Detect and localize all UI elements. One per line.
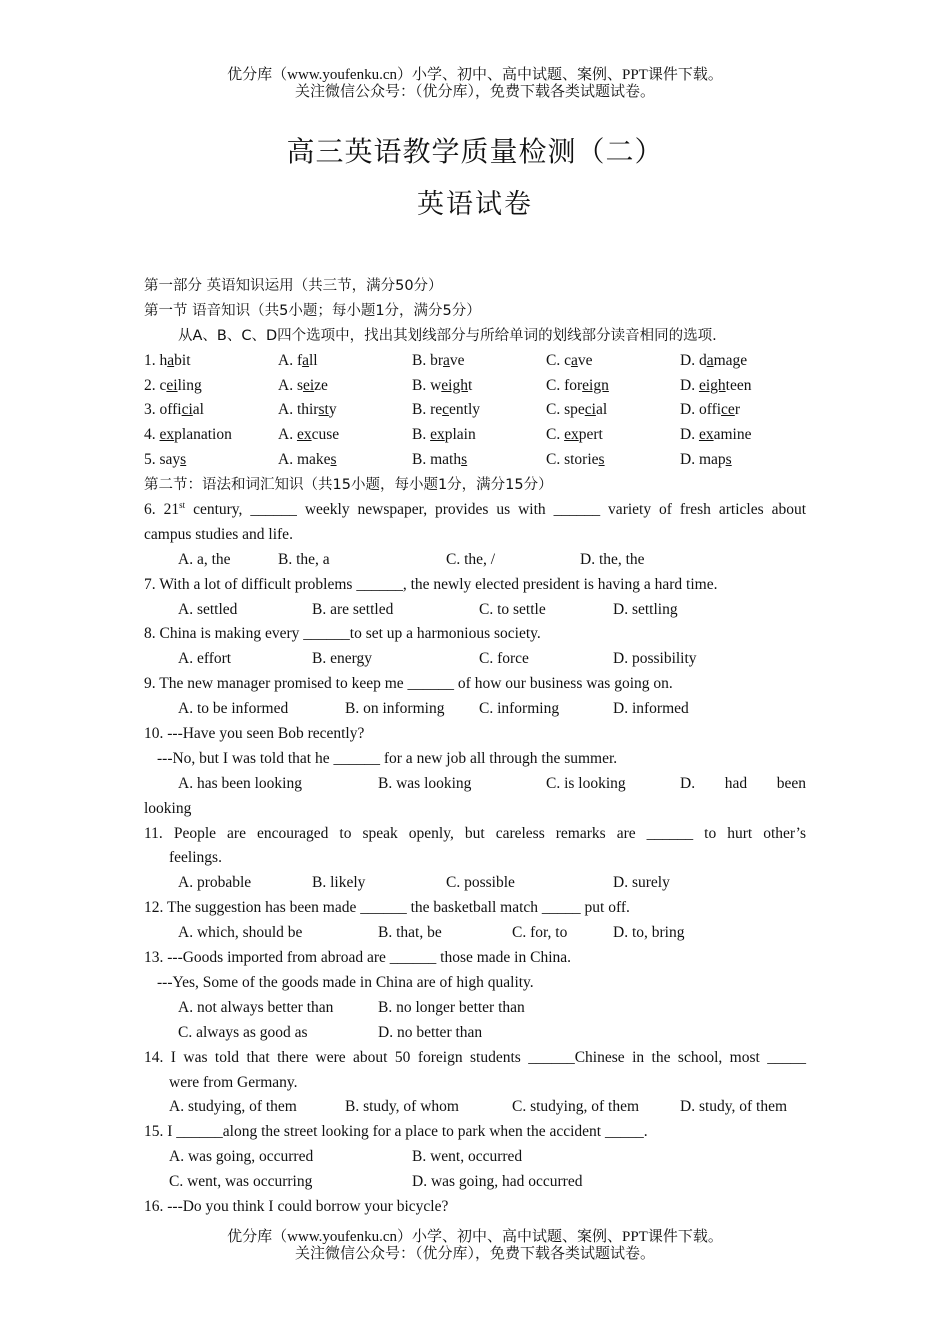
q7-stem: 7. With a lot of difficult problems ______, the newly elected president is having a hard time.	[144, 575, 718, 593]
q13-options-row2	[144, 1021, 806, 1046]
word-part: amine	[713, 426, 752, 444]
phonetics-question	[144, 448, 186, 473]
phonetics-option-b	[412, 423, 476, 448]
word-part: A. thir	[278, 401, 319, 419]
q14-stem: 14. I was told that there were about 50 foreign students ______Chinese in the school, most _____	[144, 1048, 806, 1066]
q11-stem: 11. People are encouraged to speak openly, but careless remarks are ______ to hurt other’s	[144, 824, 806, 842]
q12-option-b: B. that, be	[378, 924, 442, 942]
phonetics-question	[144, 423, 232, 448]
header-line-1: 优分库（www.youfenku.cn）小学、初中、高中试题、案例、PPT课件下载。	[227, 67, 723, 83]
q15-option-d: D. was going, had occurred	[412, 1173, 583, 1191]
q12-option-d: D. to, bring	[613, 924, 685, 942]
q8-option-b: B. energy	[312, 650, 372, 668]
underlined-letters: eigh	[441, 376, 468, 394]
phonetics-option-d	[680, 349, 747, 374]
word-part: D.	[680, 376, 699, 394]
q13-reply: ---Yes, Some of the goods made in China are of high quality.	[157, 973, 534, 991]
word-part: r	[734, 401, 740, 419]
word-part: al	[595, 401, 608, 419]
phonetics-row	[144, 374, 806, 399]
underlined-letters: a	[706, 351, 714, 369]
underlined-letters: a	[167, 351, 175, 369]
underlined-letters: s	[330, 451, 337, 469]
q11-option-d: D. surely	[613, 874, 670, 892]
q10-options	[144, 772, 806, 797]
phonetics-option-a	[278, 374, 328, 399]
q11-options	[144, 871, 806, 896]
q7-option-c: C. to settle	[479, 600, 546, 618]
q7-options	[144, 598, 806, 623]
word-part: C. spe	[546, 401, 585, 419]
q6-sup: st	[179, 499, 186, 510]
phonetics-question	[144, 398, 204, 423]
q11-option-b: B. likely	[312, 874, 366, 892]
underlined-letters: ex	[296, 426, 312, 444]
underlined-letters: ex	[698, 426, 714, 444]
word-part: A. s	[278, 376, 303, 394]
underlined-letters: eign	[582, 376, 609, 394]
word-part: A. make	[278, 451, 331, 469]
underlined-letters: ci	[584, 401, 596, 419]
q15-stem: 15. I ______along the street looking for a place to park when the accident _____.	[144, 1123, 648, 1141]
q16-stem: 16. ---Do you think I could borrow your bicycle?	[144, 1197, 449, 1215]
word-part: B.	[412, 426, 431, 444]
word-part: y	[328, 401, 337, 419]
q10-reply: ---No, but I was told that he ______ for a new job all through the summer.	[157, 749, 618, 767]
phonetics-option-a	[278, 398, 337, 423]
q13-option-b: B. no longer better than	[378, 998, 525, 1016]
word-part: ve	[577, 351, 593, 369]
word-part: planation	[174, 426, 232, 444]
phonetics-row	[144, 423, 806, 448]
q12-options	[144, 921, 806, 946]
q10-option-a: A. has been looking	[178, 774, 302, 792]
underlined-letters: ei	[302, 376, 315, 394]
q7-option-a: A. settled	[178, 600, 238, 618]
q7-option-d: D. settling	[613, 600, 678, 618]
underlined-letters: s	[598, 451, 605, 469]
q8-option-d: D. possibility	[613, 650, 697, 668]
word-part: B. w	[412, 376, 442, 394]
q9-option-d: D. informed	[613, 700, 689, 718]
underlined-letters: ex	[159, 426, 175, 444]
word-part: 5. say	[144, 451, 181, 469]
section1-heading: 第一节 语音知识（共5小题；每小题1分，满分5分）	[144, 302, 481, 319]
q14-option-b: B. study, of whom	[345, 1098, 459, 1116]
phonetics-option-b	[412, 398, 480, 423]
q8-option-c: C. force	[479, 650, 529, 668]
phonetics-option-a	[278, 349, 318, 374]
word-part: C. c	[546, 351, 571, 369]
q6-number: 6. 21	[144, 501, 180, 519]
word-part: C. storie	[546, 451, 599, 469]
q12-stem: 12. The suggestion has been made ______ the basketball match _____ put off.	[144, 899, 630, 917]
phonetics-option-b	[412, 448, 467, 473]
q10-stem: 10. ---Have you seen Bob recently?	[144, 725, 365, 743]
q6-option-d: D. the, the	[580, 550, 645, 568]
exam-subtitle: 英语试卷	[417, 189, 533, 220]
q7-option-b: B. are settled	[312, 600, 394, 618]
q15-option-b: B. went, occurred	[412, 1148, 523, 1166]
q14-option-c: C. studying, of them	[512, 1098, 640, 1116]
word-part: ll	[309, 351, 318, 369]
word-part: pert	[578, 426, 603, 444]
q8-stem: 8. China is making every ______to set up a harmonious society.	[144, 625, 541, 643]
phonetics-option-c	[546, 423, 603, 448]
q9-options	[144, 697, 806, 722]
q6-stem	[144, 498, 806, 523]
underlined-letters: st	[318, 401, 329, 419]
q10-option-d: D. had been	[680, 774, 806, 792]
word-part: A. f	[278, 351, 303, 369]
q12-option-a: A. which, should be	[178, 924, 303, 942]
word-part: teen	[725, 376, 752, 394]
q9-option-a: A. to be informed	[178, 700, 289, 718]
q8-options	[144, 647, 806, 672]
word-part: C. for	[546, 376, 583, 394]
part1-heading: 第一部分 英语知识运用（共三节，满分50分）	[144, 278, 443, 294]
underlined-letters: c	[442, 401, 450, 419]
footer-line-2: 关注微信公众号：（优分库），免费下载各类试题试卷。	[294, 1246, 655, 1262]
q9-option-c: C. informing	[479, 700, 560, 718]
phonetics-row	[144, 448, 806, 473]
word-part: ve	[449, 351, 465, 369]
word-part: 2. c	[144, 376, 167, 394]
phonetics-question	[144, 349, 191, 374]
phonetics-option-c	[546, 448, 605, 473]
phonetics-option-c	[546, 374, 609, 399]
exam-body	[144, 274, 806, 1220]
q11-option-c: C. possible	[446, 874, 515, 892]
q12-option-c: C. for, to	[512, 924, 568, 942]
q15-option-c: C. went, was occurring	[169, 1173, 313, 1191]
q14-option-d: D. study, of them	[680, 1098, 788, 1116]
phonetics-option-d	[680, 448, 732, 473]
q6-stem-cont: campus studies and life.	[144, 525, 293, 543]
word-part: D.	[680, 426, 699, 444]
underlined-letters: ex	[430, 426, 445, 444]
word-part: 4.	[144, 426, 160, 444]
q14-option-a: A. studying, of them	[169, 1098, 297, 1116]
phonetics-option-b	[412, 374, 472, 399]
underlined-letters: a	[443, 351, 450, 369]
phonetics-row	[144, 398, 806, 423]
q6-option-a: A. a, the	[178, 550, 231, 568]
q11-stem-cont: feelings.	[169, 849, 222, 867]
word-part: 3. offi	[144, 401, 182, 419]
word-part: B. math	[412, 451, 462, 469]
word-part: D. map	[680, 451, 726, 469]
phonetics-option-a	[278, 423, 339, 448]
word-part: ling	[177, 376, 202, 394]
header-line-2: 关注微信公众号：（优分库），免费下载各类试题试卷。	[294, 84, 655, 100]
q14-stem-cont: were from Germany.	[169, 1073, 298, 1091]
underlined-letters: s	[461, 451, 468, 469]
q13-options-row1	[144, 996, 806, 1021]
word-part: bit	[174, 351, 191, 369]
word-part: ently	[449, 401, 481, 419]
underlined-letters: ce	[721, 401, 735, 419]
section1-instruction: 从A、B、C、D四个选项中，找出其划线部分与所给单词的划线部分读音相同的选项.	[178, 327, 717, 344]
word-part: mage	[713, 351, 748, 369]
q10-option-b: B. was looking	[378, 774, 472, 792]
phonetics-option-d	[680, 398, 740, 423]
q10-option-c: C. is looking	[546, 774, 626, 792]
word-part: cuse	[311, 426, 340, 444]
phonetics-option-c	[546, 349, 593, 374]
word-part: A.	[278, 426, 297, 444]
q9-option-b: B. on informing	[345, 700, 445, 718]
underlined-letters: ex	[564, 426, 579, 444]
word-part: t	[467, 376, 473, 394]
phonetics-option-c	[546, 398, 607, 423]
word-part: plain	[444, 426, 476, 444]
word-part: 1. h	[144, 351, 168, 369]
phonetics-option-b	[412, 349, 465, 374]
phonetics-row	[144, 349, 806, 374]
phonetics-option-a	[278, 448, 337, 473]
q14-options	[144, 1095, 806, 1120]
q11-option-a: A. probable	[178, 874, 252, 892]
underlined-letters: s	[180, 451, 187, 469]
underlined-letters: s	[725, 451, 732, 469]
q6-rest: century, ______ weekly newspaper, provides us with ______ variety of fresh articles about	[185, 501, 807, 519]
q15-option-a: A. was going, occurred	[169, 1148, 314, 1166]
page-header	[0, 67, 950, 101]
q15-options-row2	[144, 1170, 806, 1195]
word-part: B. br	[412, 351, 443, 369]
q9-stem: 9. The new manager promised to keep me ______ of how our business was going on.	[144, 675, 673, 693]
footer-line-1: 优分库（www.youfenku.cn）小学、初中、高中试题、案例、PPT课件下载。	[227, 1229, 723, 1245]
q13-stem: 13. ---Goods imported from abroad are ______ those made in China.	[144, 949, 572, 967]
underlined-letters: a	[302, 351, 309, 369]
q13-option-c: C. always as good as	[178, 1023, 308, 1041]
q8-option-a: A. effort	[178, 650, 232, 668]
q6-options	[144, 548, 806, 573]
word-part: al	[192, 401, 204, 419]
q13-option-a: A. not always better than	[178, 998, 334, 1016]
q6-option-c: C. the, /	[446, 550, 496, 568]
word-part: C.	[546, 426, 565, 444]
underlined-letters: ei	[166, 376, 178, 394]
page-footer	[0, 1229, 950, 1263]
word-part: ze	[314, 376, 328, 394]
word-part: D. d	[680, 351, 707, 369]
q13-option-d: D. no better than	[378, 1023, 483, 1041]
q10-option-d-wrap: looking	[144, 799, 192, 817]
section2-heading: 第二节：语法和词汇知识（共15小题，每小题1分，满分15分）	[144, 477, 553, 494]
q15-options-row1	[144, 1145, 806, 1170]
phonetics-question	[144, 374, 202, 399]
phonetics-block	[144, 349, 806, 473]
phonetics-option-d	[680, 423, 751, 448]
underlined-letters: ci	[181, 401, 193, 419]
underlined-letters: a	[570, 351, 578, 369]
word-part: B. re	[412, 401, 443, 419]
exam-title: 高三英语教学质量检测（二）	[286, 135, 664, 168]
phonetics-option-d	[680, 374, 751, 399]
underlined-letters: eigh	[698, 376, 726, 394]
q6-option-b: B. the, a	[278, 550, 330, 568]
word-part: D. offi	[680, 401, 722, 419]
